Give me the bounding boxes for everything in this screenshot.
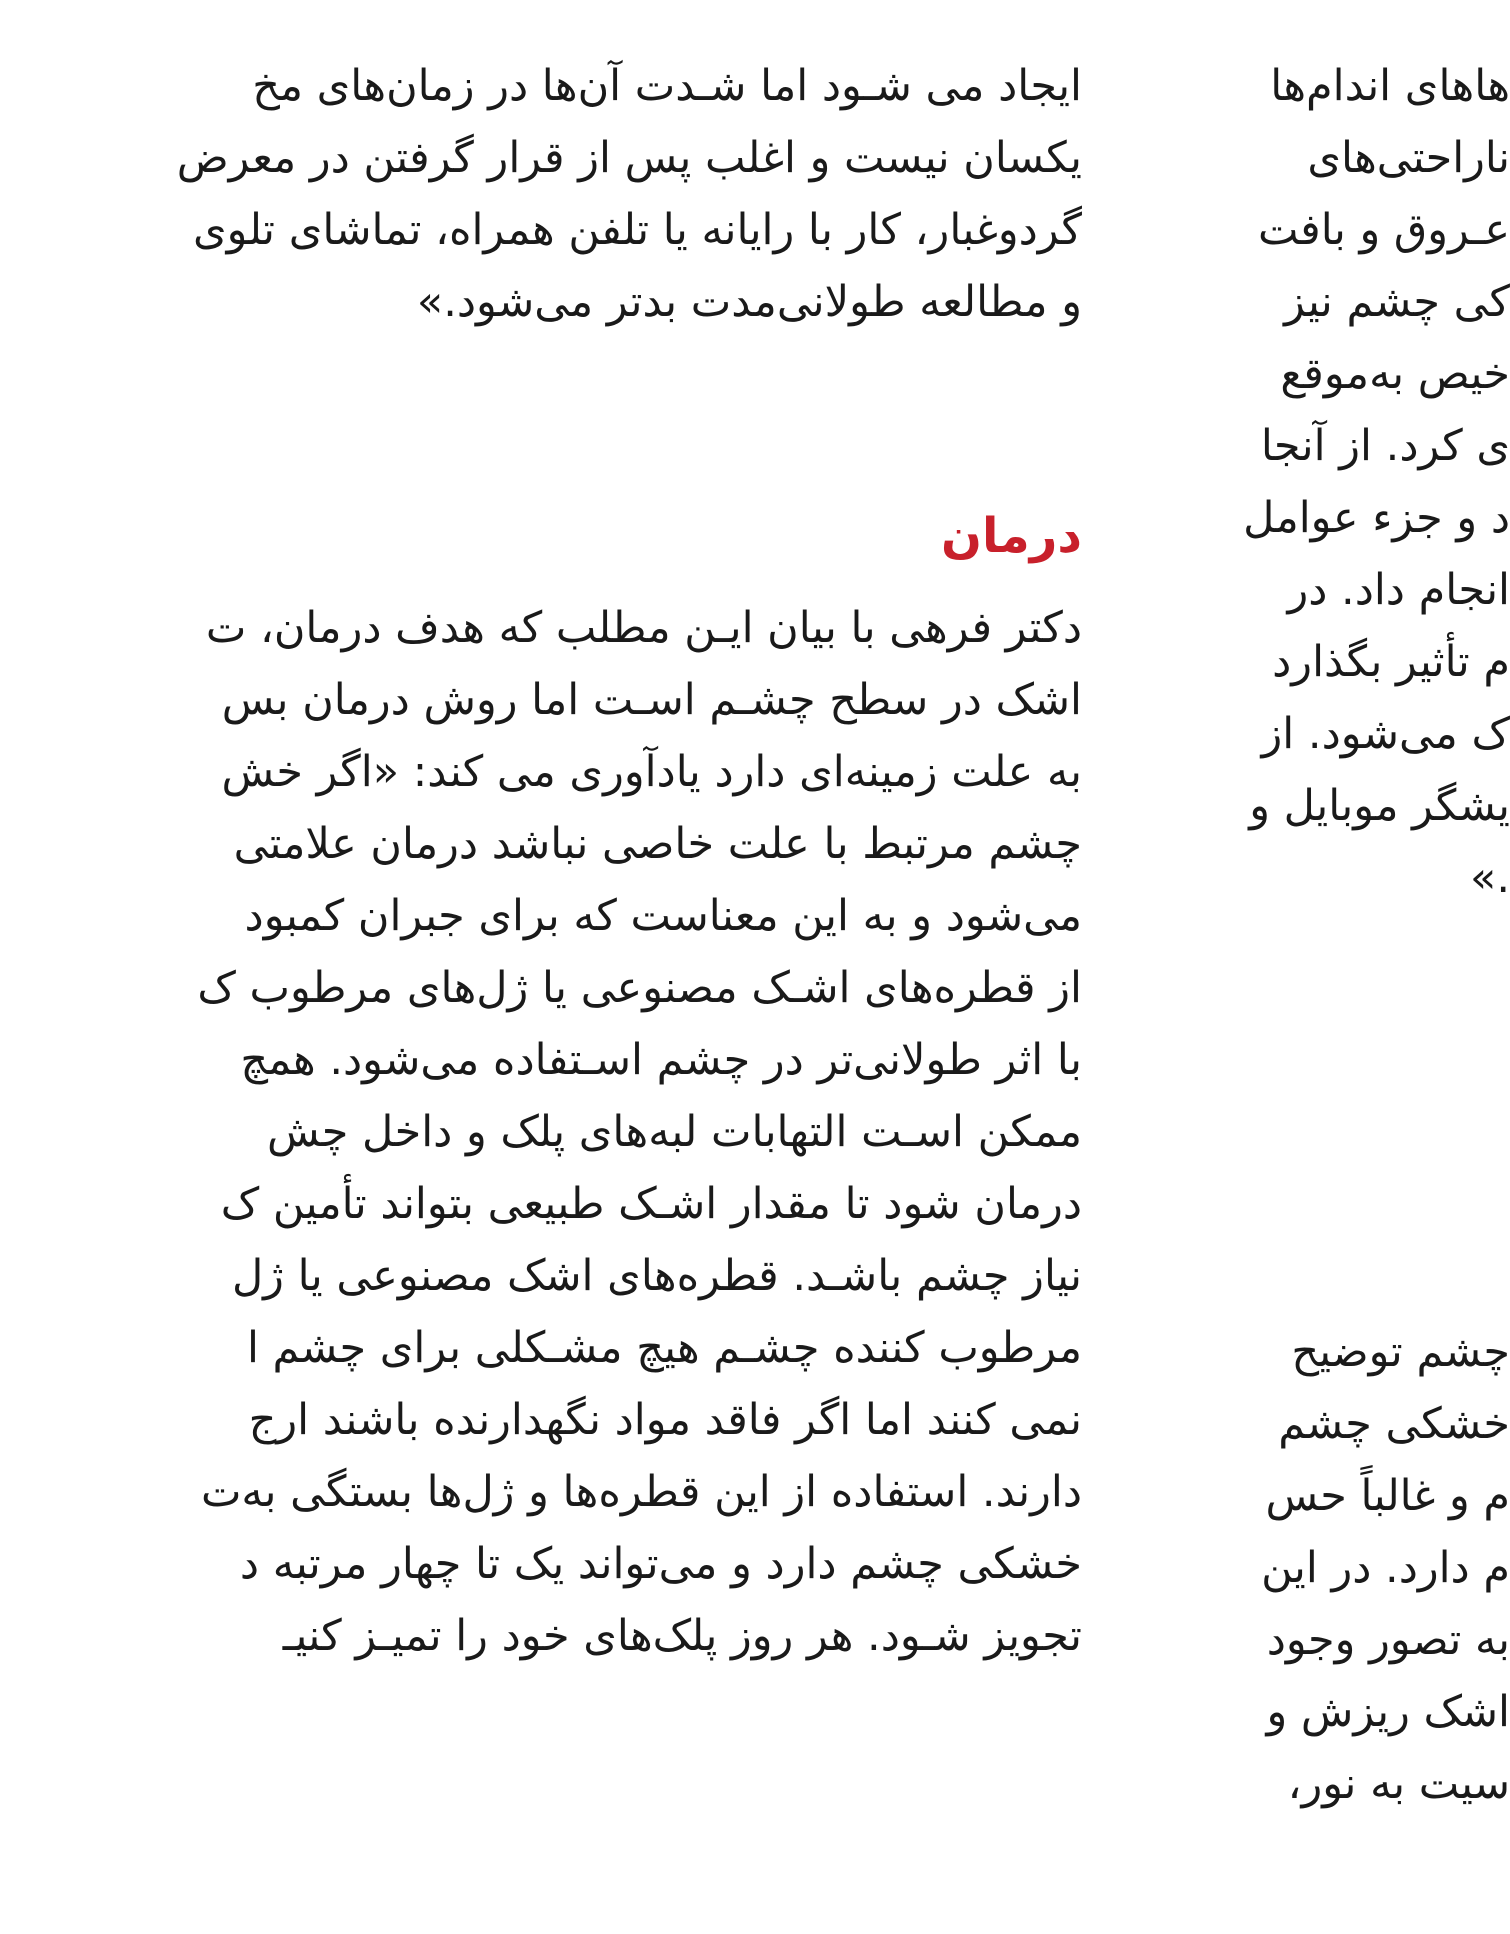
text-line: م دارد. در این bbox=[1261, 1543, 1510, 1593]
text-line: عـروق و بافت bbox=[1257, 205, 1510, 255]
text-line: یکسان نیست و اغلب پس از قرار گرفتن در معرض bbox=[176, 133, 1082, 183]
text-line: دکتر فرهی با بیان ایـن مطلب که هدف درمان، ت bbox=[205, 603, 1082, 653]
text-line: چشم توضیح bbox=[1291, 1327, 1510, 1377]
text-line: به علت زمینه‌ای دارد یادآوری می کند: «اگر خش bbox=[221, 747, 1082, 797]
text-line: درمان شود تا مقدار اشـک طبیعی بتواند تأمین ک bbox=[220, 1179, 1082, 1229]
text-line: از قطره‌های اشـک مصنوعی یا ژل‌های مرطوب ک bbox=[197, 963, 1082, 1013]
main-column-intro bbox=[0, 50, 1082, 338]
text-line: ک می‌شود. از bbox=[1261, 709, 1510, 759]
text-line: دارند. استفاده از این قطره‌ها و ژل‌ها بستگی به‌ت bbox=[200, 1467, 1082, 1517]
text-line: ها‌های اندام‌ها bbox=[1270, 61, 1510, 111]
text-line: می‌شود و به این معناست که برای جبران کمبود bbox=[244, 891, 1082, 941]
text-line: به تصور وجود bbox=[1266, 1615, 1510, 1665]
text-line: یشگر موبایل و bbox=[1249, 781, 1510, 831]
section-heading: درمان bbox=[941, 508, 1082, 564]
text-line: ممکن اسـت التهابات لبه‌های پلک و داخل چش bbox=[266, 1107, 1082, 1157]
text-line: خیص به‌موقع bbox=[1280, 349, 1510, 399]
text-line: ایجاد می شـود اما شـدت آن‌ها در زمان‌های مخ bbox=[252, 61, 1082, 111]
text-line: اشک ریزش و bbox=[1266, 1687, 1510, 1737]
text-line: با اثر طولانی‌تر در چشم اسـتفاده می‌شود. همچ bbox=[240, 1035, 1082, 1085]
text-line: ناراحتی‌های bbox=[1307, 133, 1510, 183]
text-line: گردوغبار، کار با رایانه یا تلفن همراه، تماشای تلوی bbox=[192, 205, 1082, 255]
text-line: .» bbox=[1470, 853, 1510, 903]
text-line: ی کرد. از آنجا bbox=[1260, 421, 1510, 471]
text-line: م و غالباً حس bbox=[1265, 1471, 1510, 1521]
text-line: چشم مرتبط با علت خاصی نباشد درمان علامتی bbox=[233, 819, 1082, 869]
text-line: خشکی چشم bbox=[1278, 1399, 1510, 1449]
text-line: تجویز شـود. هر روز پلک‌های خود را تمیـز کنیـ bbox=[282, 1611, 1082, 1661]
text-line: نیاز چشم باشـد. قطره‌های اشک مصنوعی یا ژل bbox=[231, 1251, 1082, 1301]
text-line: کی چشم نیز bbox=[1284, 277, 1510, 327]
text-line: و مطالعه طولانی‌مدت بدتر می‌شود.» bbox=[416, 277, 1082, 327]
main-column-body bbox=[0, 592, 1082, 1672]
text-line: اشک در سطح چشـم اسـت اما روش درمان بس bbox=[221, 675, 1082, 725]
text-line: انجام داد. در bbox=[1287, 565, 1510, 615]
text-line: سیت به نور، bbox=[1287, 1759, 1510, 1809]
side-column-lower bbox=[1190, 1316, 1510, 1820]
text-line: خشکی چشم دارد و می‌تواند یک تا چهار مرتبه د bbox=[239, 1539, 1082, 1589]
side-column-upper bbox=[1190, 50, 1510, 914]
text-line: مرطوب کننده چشـم هیچ مشـکلی برای چشم ا bbox=[246, 1323, 1082, 1373]
text-line: م تأثیر بگذارد bbox=[1272, 637, 1510, 687]
text-line: نمی کنند اما اگر فاقد مواد نگهدارنده باشند ارج bbox=[248, 1395, 1082, 1445]
text-line: د و جزء عوامل bbox=[1243, 493, 1510, 543]
